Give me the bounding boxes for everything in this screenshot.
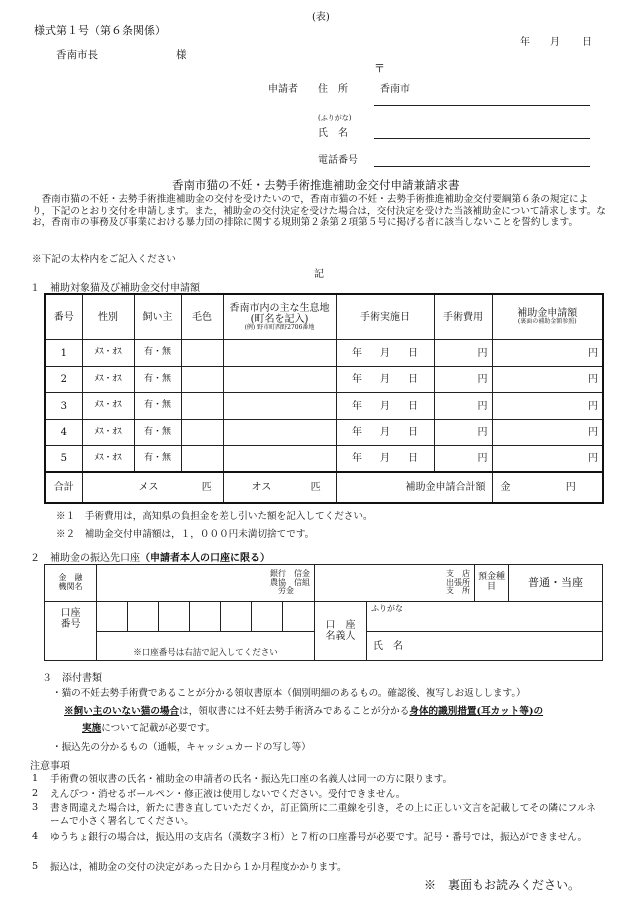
cost-field[interactable]: 円 xyxy=(434,446,492,473)
bank-type-2: 農協 信組 xyxy=(270,577,311,587)
male-unit: 匹 xyxy=(310,482,321,494)
month-label: 月 xyxy=(380,347,390,359)
branch-type-2: 出張所 xyxy=(446,577,471,587)
name-line xyxy=(374,138,590,139)
implementation-label: 実施 xyxy=(82,723,102,734)
owner-choice[interactable]: 有・無 xyxy=(134,393,181,420)
male-count-cell[interactable] xyxy=(223,472,336,503)
male-label: オス xyxy=(251,482,272,494)
ear-cut-note: 身体的識別措置(耳カット等)の xyxy=(409,706,544,717)
bank-table xyxy=(44,564,603,661)
year-label: 年 xyxy=(352,453,362,465)
habitat-field[interactable] xyxy=(223,340,336,367)
intro-note: ※下記の太枠内をご記入ください xyxy=(32,254,176,265)
notice-number: 2 xyxy=(32,788,39,799)
bank-label-2: 機関名 xyxy=(58,582,83,591)
owner-choice[interactable]: 有・無 xyxy=(134,419,181,446)
month-label: 月 xyxy=(380,427,390,439)
phone-line xyxy=(374,166,590,167)
header-no: 番号 xyxy=(45,294,82,340)
month-label: 月 xyxy=(380,453,390,465)
year-label: 年 xyxy=(352,400,362,412)
attachment-item-2: ・振込先の分かるもの（通帳，キャッシュカードの写し等） xyxy=(52,742,311,753)
mayor-label: 香南市長 xyxy=(56,49,98,61)
cat-table xyxy=(44,293,604,504)
holder-label-2: 名義人 xyxy=(325,631,356,642)
stray-cat-note: ※飼い主のいない猫の場合 xyxy=(64,706,180,717)
surgery-date-field[interactable] xyxy=(336,366,434,393)
sex-choice[interactable]: ﾒｽ・ｵｽ xyxy=(82,340,134,367)
surgery-date-field[interactable] xyxy=(336,419,434,446)
notice-number: 5 xyxy=(32,861,39,872)
owner-choice[interactable]: 有・無 xyxy=(134,340,181,367)
month-label: 月 xyxy=(380,400,390,412)
sex-choice[interactable]: ﾒｽ・ｵｽ xyxy=(82,446,134,473)
table-row xyxy=(45,393,603,420)
holder-name-field[interactable]: 氏 名 xyxy=(367,632,603,661)
total-amount-label: 補助金申請合計額 xyxy=(336,472,492,503)
account-digit-6[interactable] xyxy=(252,602,283,632)
section3-heading: ３ 添付書類 xyxy=(42,673,102,684)
month-label: 月 xyxy=(380,374,390,386)
branch-name-field[interactable] xyxy=(315,565,475,602)
account-label-1: 口座 xyxy=(60,608,81,619)
holder-label-1: 口 座 xyxy=(325,620,356,631)
header-amount xyxy=(492,294,603,340)
cost-field[interactable]: 円 xyxy=(434,419,492,446)
furigana-label: (ふりがな) xyxy=(318,114,352,122)
amount-field[interactable]: 円 xyxy=(492,340,603,367)
amount-field[interactable]: 円 xyxy=(492,446,603,473)
section1-note-2: ※２ 補助金交付申請額は，１，０００円未満切捨てです。 xyxy=(56,529,315,540)
date-day: 日 xyxy=(582,37,592,48)
deposit-type-label: 預金種目 xyxy=(475,565,509,602)
table-row xyxy=(45,446,603,473)
stray-cat-note-text: は，領収書には不妊去勢手術済みであることが分かる xyxy=(179,706,410,717)
habitat-field[interactable] xyxy=(223,366,336,393)
table-row xyxy=(45,419,603,446)
attachment-item-1-note-cont xyxy=(82,720,215,734)
total-yen: 円 xyxy=(565,482,576,494)
row-number: 5 xyxy=(45,446,82,473)
holder-furigana-field[interactable]: ふりがな xyxy=(367,602,603,632)
honorific: 様 xyxy=(176,49,187,61)
bank-type-3: 労金 xyxy=(278,586,295,596)
female-unit: 匹 xyxy=(201,482,212,494)
color-field[interactable] xyxy=(181,393,223,420)
section2-heading-plain: ２ 補助金の振込先口座 xyxy=(30,553,140,564)
owner-choice[interactable]: 有・無 xyxy=(134,446,181,473)
amount-note: (裏面の補助金額参照) xyxy=(517,318,577,326)
notice-text: 書き間違えた場合は，新たに書き直していただくか，訂正箇所に二重線を引き，その上に正しい文言を記載してその隣にフルネームで小さく署名してください。 xyxy=(50,803,596,827)
footer-note: ※ 裏面もお読みください。 xyxy=(424,878,581,892)
cost-field[interactable]: 円 xyxy=(434,366,492,393)
applicant-label: 申請者 xyxy=(268,84,298,95)
cost-field[interactable]: 円 xyxy=(434,340,492,367)
date-month: 月 xyxy=(550,37,560,48)
year-label: 年 xyxy=(352,427,362,439)
notice-text: えんぴつ・消せるボールペン・修正液は使用しないでください。受付できません。 xyxy=(50,789,406,800)
account-note: ※口座番号は右詰で記入してください xyxy=(97,632,315,661)
surgery-date-field[interactable] xyxy=(336,446,434,473)
account-digit-7[interactable] xyxy=(283,602,315,632)
row-number: 1 xyxy=(45,340,82,367)
table-row xyxy=(45,366,603,393)
implementation-text: について記載が必要です。 xyxy=(101,723,216,734)
bank-label-1: 金 融 xyxy=(58,573,83,583)
account-digit-5[interactable] xyxy=(221,602,252,632)
bank-name-field[interactable] xyxy=(97,565,315,602)
header-surgery-date: 手術実施日 xyxy=(336,294,434,340)
habitat-field[interactable] xyxy=(223,446,336,473)
section2-heading xyxy=(30,549,270,564)
notice-number: 1 xyxy=(32,773,39,784)
notice-number: 4 xyxy=(32,831,39,842)
branch-type-1: 支 店 xyxy=(446,568,471,578)
notice-number: 3 xyxy=(32,802,39,813)
header-sex: 性別 xyxy=(82,294,134,340)
postal-mark: 〒 xyxy=(374,62,385,75)
notices-heading: 注意事項 xyxy=(30,761,70,772)
header-cost: 手術費用 xyxy=(434,294,492,340)
amount-label: 補助金申請額 xyxy=(517,308,578,320)
habitat-field[interactable] xyxy=(223,419,336,446)
deposit-type-value[interactable]: 普通・当座 xyxy=(509,565,603,602)
phone-label: 電話番号 xyxy=(318,155,358,166)
form-number: 様式第１号（第６条関係） xyxy=(34,24,166,37)
surgery-date-field[interactable] xyxy=(336,340,434,367)
day-label: 日 xyxy=(408,347,418,359)
table-row xyxy=(45,340,603,367)
row-number: 4 xyxy=(45,419,82,446)
attachment-item-1: ・猫の不妊去勢手術費であることが分かる領収書原本（個別明細のあるもの。確認後、複写しお返しします。） xyxy=(52,688,526,699)
notice-text: 手術費の領収書の氏名・補助金の申請者の氏名・振込先口座の名義人は同一の方に限ります。 xyxy=(50,774,453,785)
cost-field[interactable]: 円 xyxy=(434,393,492,420)
year-label: 年 xyxy=(352,347,362,359)
address-line xyxy=(374,105,590,106)
row-number: 3 xyxy=(45,393,82,420)
day-label: 日 xyxy=(408,400,418,412)
row-number: 2 xyxy=(45,366,82,393)
account-digit-1[interactable] xyxy=(97,602,128,632)
branch-type-3: 支 所 xyxy=(446,586,471,596)
notice-text: ゆうちょ銀行の場合は，振込用の支店名（漢数字３桁）と７桁の口座番号が必要です。記号・番号では，振込ができません。 xyxy=(50,832,588,843)
header-owner: 飼い主 xyxy=(134,294,181,340)
color-field[interactable] xyxy=(181,446,223,473)
account-digit-4[interactable] xyxy=(190,602,221,632)
amount-field[interactable]: 円 xyxy=(492,419,603,446)
name-label: 氏 名 xyxy=(318,128,348,139)
habitat-sub-label: (町名を記入) xyxy=(250,313,309,325)
page-side-label: (表) xyxy=(312,12,330,23)
color-field[interactable] xyxy=(181,419,223,446)
surgery-date-field[interactable] xyxy=(336,393,434,420)
color-field[interactable] xyxy=(181,366,223,393)
account-digit-3[interactable] xyxy=(159,602,190,632)
amount-field[interactable]: 円 xyxy=(492,393,603,420)
kin-label: 金 xyxy=(500,482,511,494)
header-habitat xyxy=(223,294,336,340)
day-label: 日 xyxy=(408,374,418,386)
habitat-example: (例) 野市町西野2706番地 xyxy=(244,323,315,331)
section1-note-1: ※１ 手術費用は，高知県の負担金を差し引いた額を記入してください。 xyxy=(56,511,373,522)
bank-type-1: 銀行 信金 xyxy=(270,568,311,578)
bank-label xyxy=(45,565,97,602)
habitat-label: 香南市内の主な生息地 xyxy=(229,302,330,314)
date-year: 年 xyxy=(520,37,530,48)
header-color: 毛色 xyxy=(181,294,223,340)
holder-label xyxy=(315,602,367,661)
total-amount-cell[interactable] xyxy=(492,472,603,503)
habitat-field[interactable] xyxy=(223,393,336,420)
amount-field[interactable]: 円 xyxy=(492,366,603,393)
color-field[interactable] xyxy=(181,340,223,367)
total-label: 合計 xyxy=(45,472,82,503)
day-label: 日 xyxy=(408,453,418,465)
account-label-2: 番号 xyxy=(60,619,81,630)
account-digit-2[interactable] xyxy=(128,602,159,632)
total-row xyxy=(45,472,603,503)
sex-choice[interactable]: ﾒｽ・ｵｽ xyxy=(82,366,134,393)
account-label xyxy=(45,602,97,661)
ki-label: 記 xyxy=(314,269,324,280)
sex-choice[interactable]: ﾒｽ・ｵｽ xyxy=(82,419,134,446)
day-label: 日 xyxy=(408,427,418,439)
female-count-cell[interactable] xyxy=(82,472,223,503)
owner-choice[interactable]: 有・無 xyxy=(134,366,181,393)
notice-text: 振込は，補助金の交付の決定があった日から１か月程度かかります。 xyxy=(50,862,347,873)
address-label: 住 所 xyxy=(318,84,348,95)
sex-choice[interactable]: ﾒｽ・ｵｽ xyxy=(82,393,134,420)
attachment-item-1-note xyxy=(64,703,543,717)
section1-heading: １ 補助対象猫及び補助金交付申請額 xyxy=(30,283,200,294)
year-label: 年 xyxy=(352,374,362,386)
section2-heading-bold: （申請者本人の口座に限る） xyxy=(140,553,270,564)
address-city: 香南市 xyxy=(380,84,410,95)
intro-paragraph: 香南市猫の不妊・去勢手術推進補助金の交付を受けたいので，香南市猫の不妊・去勢手術推進補助金交付要綱第６条の規定により，下記のとおり交付を申請します。また，補助金の交付決定を受けた場合は，交付決定を受けた当該補助金について請求します。なお，香南市の事務及び事業における暴力団の排除に関する規則第２条第２項第５号に掲げる者に該当しないことを誓約します。 xyxy=(32,194,606,228)
female-label: メス xyxy=(138,482,159,494)
page-title: 香南市猫の不妊・去勢手術推進補助金交付申請兼請求書 xyxy=(172,178,460,192)
